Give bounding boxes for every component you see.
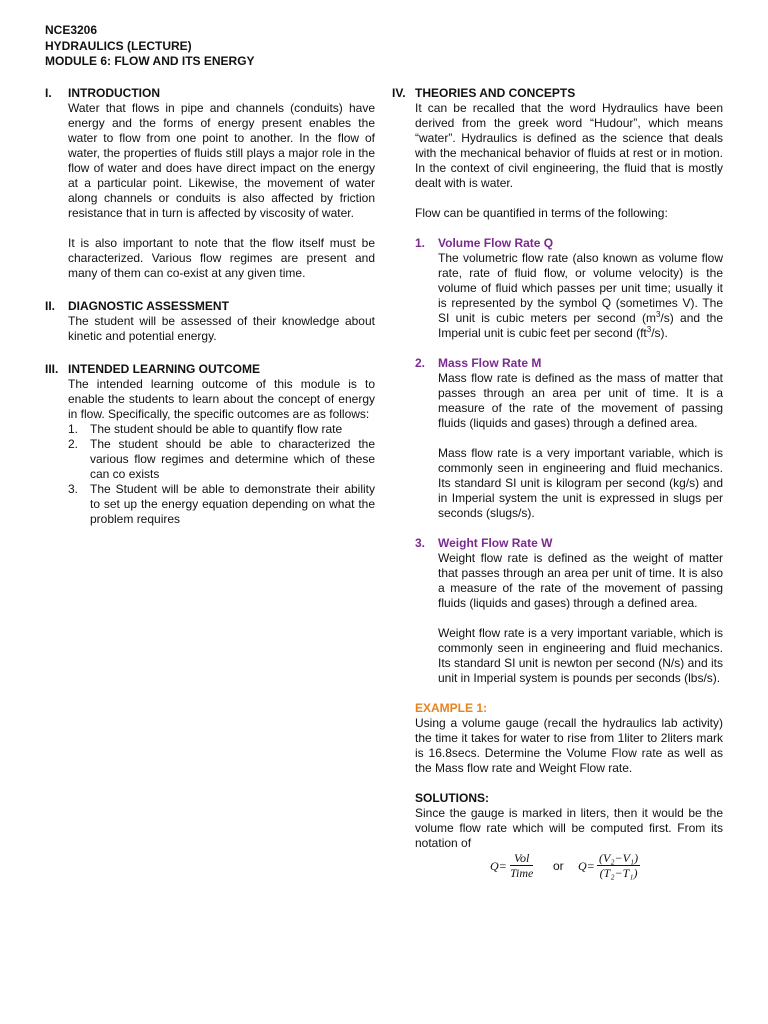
volume-flow-paragraph (438, 251, 723, 341)
section-number: II. (45, 299, 56, 313)
volume-flow-text-part: /s). (651, 326, 668, 340)
section-title: THEORIES AND CONCEPTS (415, 86, 576, 100)
volume-flow-text-part: The volumetric flow rate (also known as volume flow rate, rate of fluid flow, or volume velocity) is the volume of fluid which passes per unit time; usually it is represented by the symbol Q (sometimes V). The SI unit is cubic meters per second (m (438, 251, 723, 325)
course-title: HYDRAULICS (LECTURE) (45, 38, 192, 53)
fraction-numerator: (V₂−V₁) (599, 851, 639, 865)
document-header (45, 23, 255, 70)
volume-flow-text-part: /s) and the Imperial unit is cubic feet per second (ft (438, 311, 723, 340)
section-title: INTRODUCTION (68, 86, 160, 100)
superscript: 3 (655, 310, 661, 319)
list-item-number: 3. (68, 482, 79, 496)
section-outcome-heading (45, 362, 375, 377)
subsection-number: 1. (415, 236, 426, 250)
subsection-mass-flow-heading (415, 356, 723, 371)
fraction-denominator: Time (510, 866, 534, 880)
list-item-text: The student should be able to characterized the various flow regimes and determine which of these can co exists (90, 437, 375, 481)
solutions-paragraph: Since the gauge is marked in liters, then it would be the volume flow rate which will be computed first. From its notation of (415, 806, 723, 850)
subsection-title: Weight Flow Rate W (438, 536, 553, 550)
list-item (68, 437, 375, 482)
subsection-weight-flow-heading (415, 536, 723, 551)
subsection-title: Mass Flow Rate M (438, 356, 542, 370)
superscript: 3 (646, 325, 652, 334)
flow-rate-formula (415, 851, 723, 887)
section-number: IV. (392, 86, 406, 100)
list-item-number: 2. (68, 437, 79, 451)
formula-q-label: Q= (578, 859, 595, 873)
outcome-list (68, 422, 375, 527)
subsection-title: Volume Flow Rate Q (438, 236, 554, 250)
module-title: MODULE 6: FLOW AND ITS ENERGY (45, 54, 255, 68)
list-item (68, 482, 375, 527)
diagnostic-paragraph: The student will be assessed of their knowledge about kinetic and potential energy. (68, 314, 375, 343)
right-column (392, 86, 723, 887)
fraction-denominator: (T₂−T₁) (599, 866, 638, 880)
list-item (68, 422, 375, 437)
introduction-paragraph-1: Water that flows in pipe and channels (conduits) have energy and the forms of energy present enables the water to flow from one point to another. In the flow of water, the properties of fluids still plays a major role in the flow of water and does have direct impact on the energy at a particular point. Likewise, the movement of water along channels or conduits is also affected by friction resistance that in turn is affected by viscosity of water. (68, 101, 375, 220)
formula-or-text: or (553, 859, 564, 873)
example-paragraph: Using a volume gauge (recall the hydraulics lab activity) the time it takes for water to rise from 1liter to 2liters mark is 16.8secs. Determine the Volume Flow rate as well as the Mass flow rate and Weight Flow rate. (415, 716, 723, 775)
theories-paragraph-2: Flow can be quantified in terms of the following: (415, 206, 668, 220)
list-item-number: 1. (68, 422, 79, 436)
mass-flow-paragraph-2: Mass flow rate is a very important variable, which is commonly seen in engineering and fluid mechanics. Its standard SI unit is kilogram per second (kg/s) and in Imperial system the unit is expressed in slugs per seconds (slugs/s). (438, 446, 723, 520)
outcome-paragraph: The intended learning outcome of this module is to enable the students to learn about the concept of energy in flow. Specifically, the specific outcomes are as follows: (68, 377, 375, 421)
section-title: DIAGNOSTIC ASSESSMENT (68, 299, 229, 313)
weight-flow-paragraph-2: Weight flow rate is a very important variable, which is commonly seen in engineering and fluid mechanics. Its standard SI unit is newton per second (N/s) and its unit in Imperial system is pounds per seconds (lbs/s). (438, 626, 723, 685)
formula-q-label: Q= (490, 859, 507, 873)
left-column (45, 86, 375, 527)
list-item-text: The student should be able to quantify flow rate (90, 422, 343, 436)
subsection-volume-flow-heading (415, 236, 723, 251)
mass-flow-paragraph-1: Mass flow rate is defined as the mass of matter that passes through an area per unit of time. It is a measure of the rate of the movement of passing fluids (liquids and gases) through a defined area. (438, 371, 723, 430)
weight-flow-paragraph-1: Weight flow rate is defined as the weight of matter that passes through an area per unit of time. It is also a measure of the rate of the movement of passing fluids (liquids and gases) through a defined area. (438, 551, 723, 610)
subsection-number: 2. (415, 356, 426, 370)
section-introduction-heading (45, 86, 375, 101)
section-title: INTENDED LEARNING OUTCOME (68, 362, 260, 376)
introduction-paragraph-2: It is also important to note that the flow itself must be characterized. Various flow regimes are present and many of them can co-exist at any given time. (68, 236, 375, 280)
example-heading: EXAMPLE 1: (415, 701, 488, 715)
course-code: NCE3206 (45, 23, 98, 37)
subsection-number: 3. (415, 536, 426, 550)
fraction-delta-v-over-delta-t (597, 851, 640, 880)
section-theories-heading (392, 86, 723, 101)
section-diagnostic-heading (45, 299, 375, 314)
list-item-text: The Student will be able to demonstrate their ability to set up the energy equation depending on what the problem requires (90, 482, 375, 526)
theories-paragraph-1: It can be recalled that the word Hydraulics have been derived from the greek word “Hudour”, which means “water”. Hydraulics is defined as the science that deals with the mechanical behavior of fluids at rest or in motion. In the context of civil engineering, the fluid that is mostly dealt with is water. (415, 101, 723, 190)
section-number: I. (45, 86, 52, 100)
section-number: III. (45, 362, 59, 376)
solutions-heading: SOLUTIONS: (415, 791, 489, 805)
fraction-numerator: Vol (510, 851, 533, 866)
fraction-vol-over-time (510, 851, 533, 880)
